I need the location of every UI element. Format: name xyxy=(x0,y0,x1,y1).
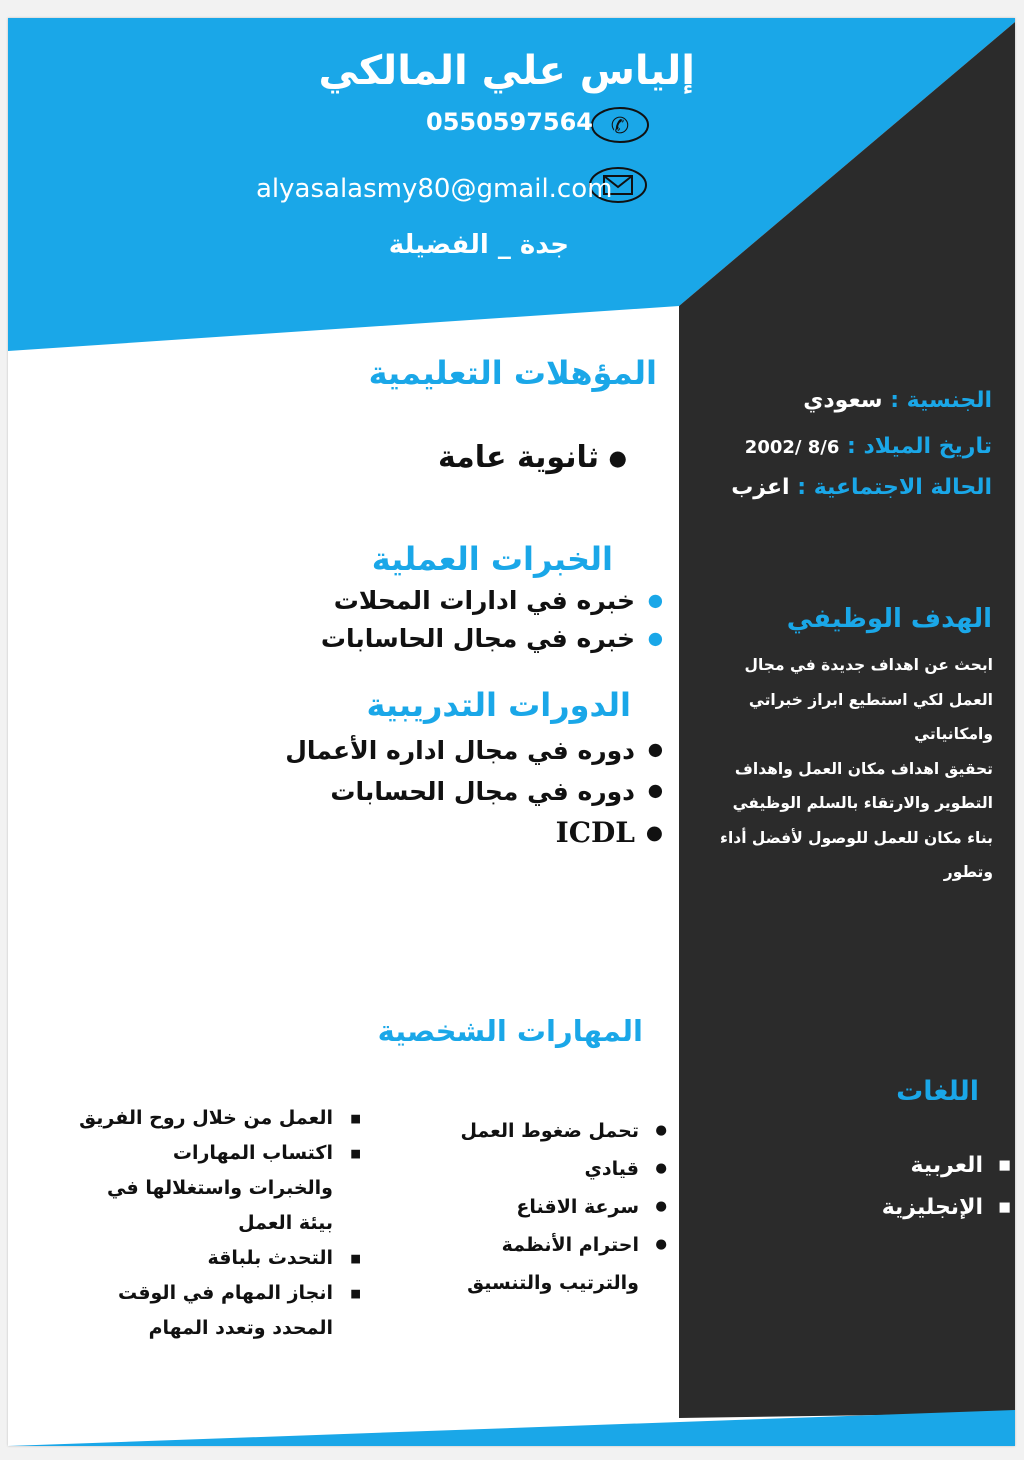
objective-line: بناء مكان للعمل للوصول لأفضل أداء xyxy=(720,828,993,847)
marital-value: اعزب xyxy=(731,475,790,500)
location: جدة _ الفضيلة xyxy=(388,230,569,260)
experience-list xyxy=(321,582,663,658)
objective-line: التطوير والارتقاء بالسلم الوظيفي xyxy=(732,794,993,812)
skill-item: ● احترام الأنظمة والترتيب والتنسيق xyxy=(415,1226,667,1302)
skills-list-2 xyxy=(79,1101,361,1346)
skill-item: ● سرعة الاقناع xyxy=(415,1188,667,1226)
experience-item: ● خبره في ادارات المحلات xyxy=(321,582,663,620)
course-item: ● دوره في مجال اداره الأعمال xyxy=(285,730,663,771)
footer-blue-stripe xyxy=(8,1410,1015,1446)
language-item: ■ الإنجليزية xyxy=(882,1187,1011,1229)
phone-number: 0550597564 xyxy=(426,108,593,136)
marital-row xyxy=(731,475,992,500)
objective-line: العمل لكي استطيع ابراز خبراتي xyxy=(748,690,993,709)
dob-label: تاريخ الميلاد : xyxy=(847,434,992,459)
skills-list-1 xyxy=(415,1112,667,1302)
courses-list xyxy=(285,730,663,853)
education-list xyxy=(438,438,627,478)
marital-label: الحالة الاجتماعية : xyxy=(797,475,992,500)
courses-title: الدورات التدريبية xyxy=(366,686,631,724)
candidate-name: إلياس علي المالكي xyxy=(318,48,695,94)
skills-title: المهارات الشخصية xyxy=(377,1014,643,1048)
objective-text xyxy=(677,648,993,890)
language-item: ■ العربية xyxy=(882,1145,1011,1187)
dob-value: 8/6 /2002 xyxy=(744,437,840,458)
skill-item: ■ التحدث بلباقة xyxy=(91,1241,361,1276)
resume-page xyxy=(8,18,1015,1446)
experience-item: ● خبره في مجال الحاسابات xyxy=(321,620,663,658)
nationality-row xyxy=(803,388,992,413)
education-title: المؤهلات التعليمية xyxy=(368,354,657,392)
objective-line: تحقيق اهداف مكان العمل واهداف xyxy=(734,759,993,778)
skill-item: ● تحمل ضغوط العمل xyxy=(415,1112,667,1150)
languages-list xyxy=(882,1145,1011,1229)
education-item: ● ثانوية عامة xyxy=(438,438,627,478)
languages-title: اللغات xyxy=(896,1076,979,1107)
skill-item: ■ العمل من خلال روح الفريق xyxy=(91,1101,361,1136)
skill-item: ● قيادي xyxy=(415,1150,667,1188)
objective-line: وتطور xyxy=(943,863,993,881)
email-address: alyasalasmy80@gmail.com xyxy=(256,174,613,204)
experience-title: الخبرات العملية xyxy=(371,540,613,578)
objective-line: وامكانياتي xyxy=(914,725,993,743)
skill-item: ■ اكتساب المهارات والخبرات واستغلالها في بيئة العمل xyxy=(91,1136,361,1241)
objective-title: الهدف الوظيفي xyxy=(786,604,992,634)
nationality-label: الجنسية : xyxy=(890,388,992,413)
dob-row xyxy=(745,434,992,459)
phone-icon xyxy=(590,106,650,144)
objective-line: ابحث عن اهداف جديدة في مجال xyxy=(744,656,993,674)
nationality-value: سعودي xyxy=(803,388,883,413)
svg-text:✆: ✆ xyxy=(610,114,630,139)
course-item: ● ICDL xyxy=(285,812,663,853)
course-item: ● دوره في مجال الحسابات xyxy=(285,771,663,812)
skill-item: ■ انجاز المهام في الوقت المحدد وتعدد المهام xyxy=(91,1276,361,1346)
